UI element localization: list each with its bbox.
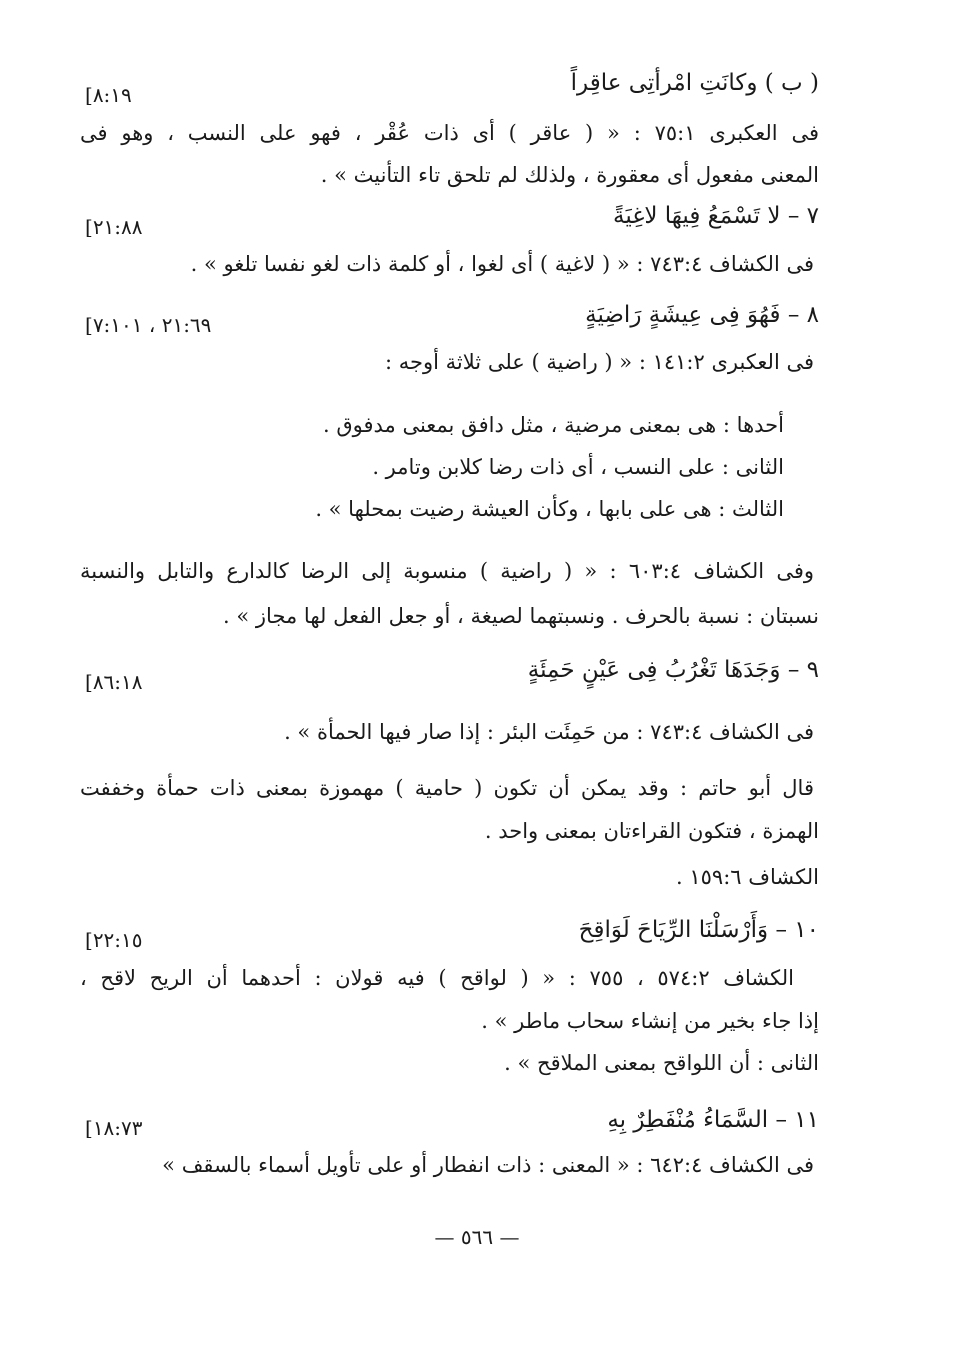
- commentary-line: فى الكشاف ٧٤٣:٤ : من حَمِئَت البئر : إذا صار فيها الحمأة » .: [284, 720, 814, 744]
- commentary-line: المعنى مفعول أى معقورة ، ولذلك لم تلحق تاء التأنيث » .: [320, 163, 819, 187]
- commentary-line: فى العكبرى ٧٥:١ : « ( عاقر ) أى ذات عُقْر ، فهو على النسب ، وهو فى: [80, 121, 819, 145]
- commentary-line: الهمزة ، فتكون القراءتان بمعنى واحد .: [484, 819, 819, 843]
- verse-reference: [٢٢:١٥: [85, 928, 143, 952]
- verse-reference: [٢١:٦٩ ، ٧:١٠١: [85, 313, 212, 337]
- commentary-line: قال أبو حاتم : وقد يمكن أن تكون ( حامية ) مهموزة بمعنى ذات حمأة وخففت: [80, 776, 814, 800]
- commentary-line: الكشاف ١٥٩:٦ .: [676, 865, 819, 889]
- commentary-line: فى الكشاف ٧٤٣:٤ : « ( لاغية ) أى لغوا ، أو كلمة ذات لغو نفسا تلغو » .: [190, 252, 814, 276]
- verse-7: ٧ – لا تَسْمَعُ فِيهَا لاغِيَةً: [613, 203, 819, 229]
- commentary-line: فى العكبرى ١٤١:٢ : « ( راضية ) على ثلاثة أوجه :: [385, 350, 814, 374]
- commentary-line: نسبتان : نسبة بالحرف . ونسبتهما لصيغة ، أو جعل الفعل لها مجاز » .: [223, 604, 819, 628]
- commentary-line: الثانى : على النسب ، أى ذات رضا كلابن وتامر .: [372, 455, 784, 479]
- verse-10: ١٠ – وَأَرْسَلْنَا الرِّيَاحَ لَوَاقِحَ: [578, 917, 819, 943]
- verse-reference: [٢١:٨٨: [85, 215, 143, 239]
- verse-reference: [٨٦:١٨: [85, 670, 143, 694]
- page-number: — ٥٦٦ —: [434, 1225, 520, 1249]
- verse-reference: [٨:١٩: [85, 83, 132, 107]
- commentary-line: الثانى : أن اللواقح بمعنى الملاقح » .: [504, 1051, 819, 1075]
- commentary-line: فى الكشاف ٦٤٢:٤ : « المعنى : ذات انفطار أو على تأويل أسماء بالسقف »: [162, 1153, 814, 1177]
- commentary-line: وفى الكشاف ٦٠٣:٤ : « ( راضية ) منسوبة إلى الرضا كالدارع والتابل والنسبة: [80, 559, 814, 583]
- verse-11: ١١ – السَّمَاءُ مُنْفَطِرٌ بِهِ: [607, 1107, 819, 1133]
- commentary-line: الكشاف ٥٧٤:٢ ، ٧٥٥ : « ( لواقح ) فيه قولان : أحدهما أن الريح لاقح ،: [80, 966, 794, 990]
- verse-8: ٨ – فَهُوَ فِى عِيشَةٍ رَاضِيَةٍ: [585, 302, 819, 328]
- commentary-line: إذا جاء بخير من إنشاء سحاب ماطر » .: [481, 1009, 819, 1033]
- verse-9: ٩ – وَجَدَهَا تَغْرُبُ فِى عَيْنٍ حَمِئَةٍ: [527, 657, 819, 683]
- commentary-line: الثالث : هى على بابها ، وكأن العيشة رضيت بمحلها » .: [315, 497, 784, 521]
- verse-b: ( ب ) وكانَتِ امْرأتِى عاقِراً: [570, 70, 819, 96]
- commentary-line: أحدها : هى بمعنى مرضية ، مثل دافق بمعنى مدفوق .: [322, 413, 784, 437]
- verse-reference: [١٨:٧٣: [85, 1116, 143, 1140]
